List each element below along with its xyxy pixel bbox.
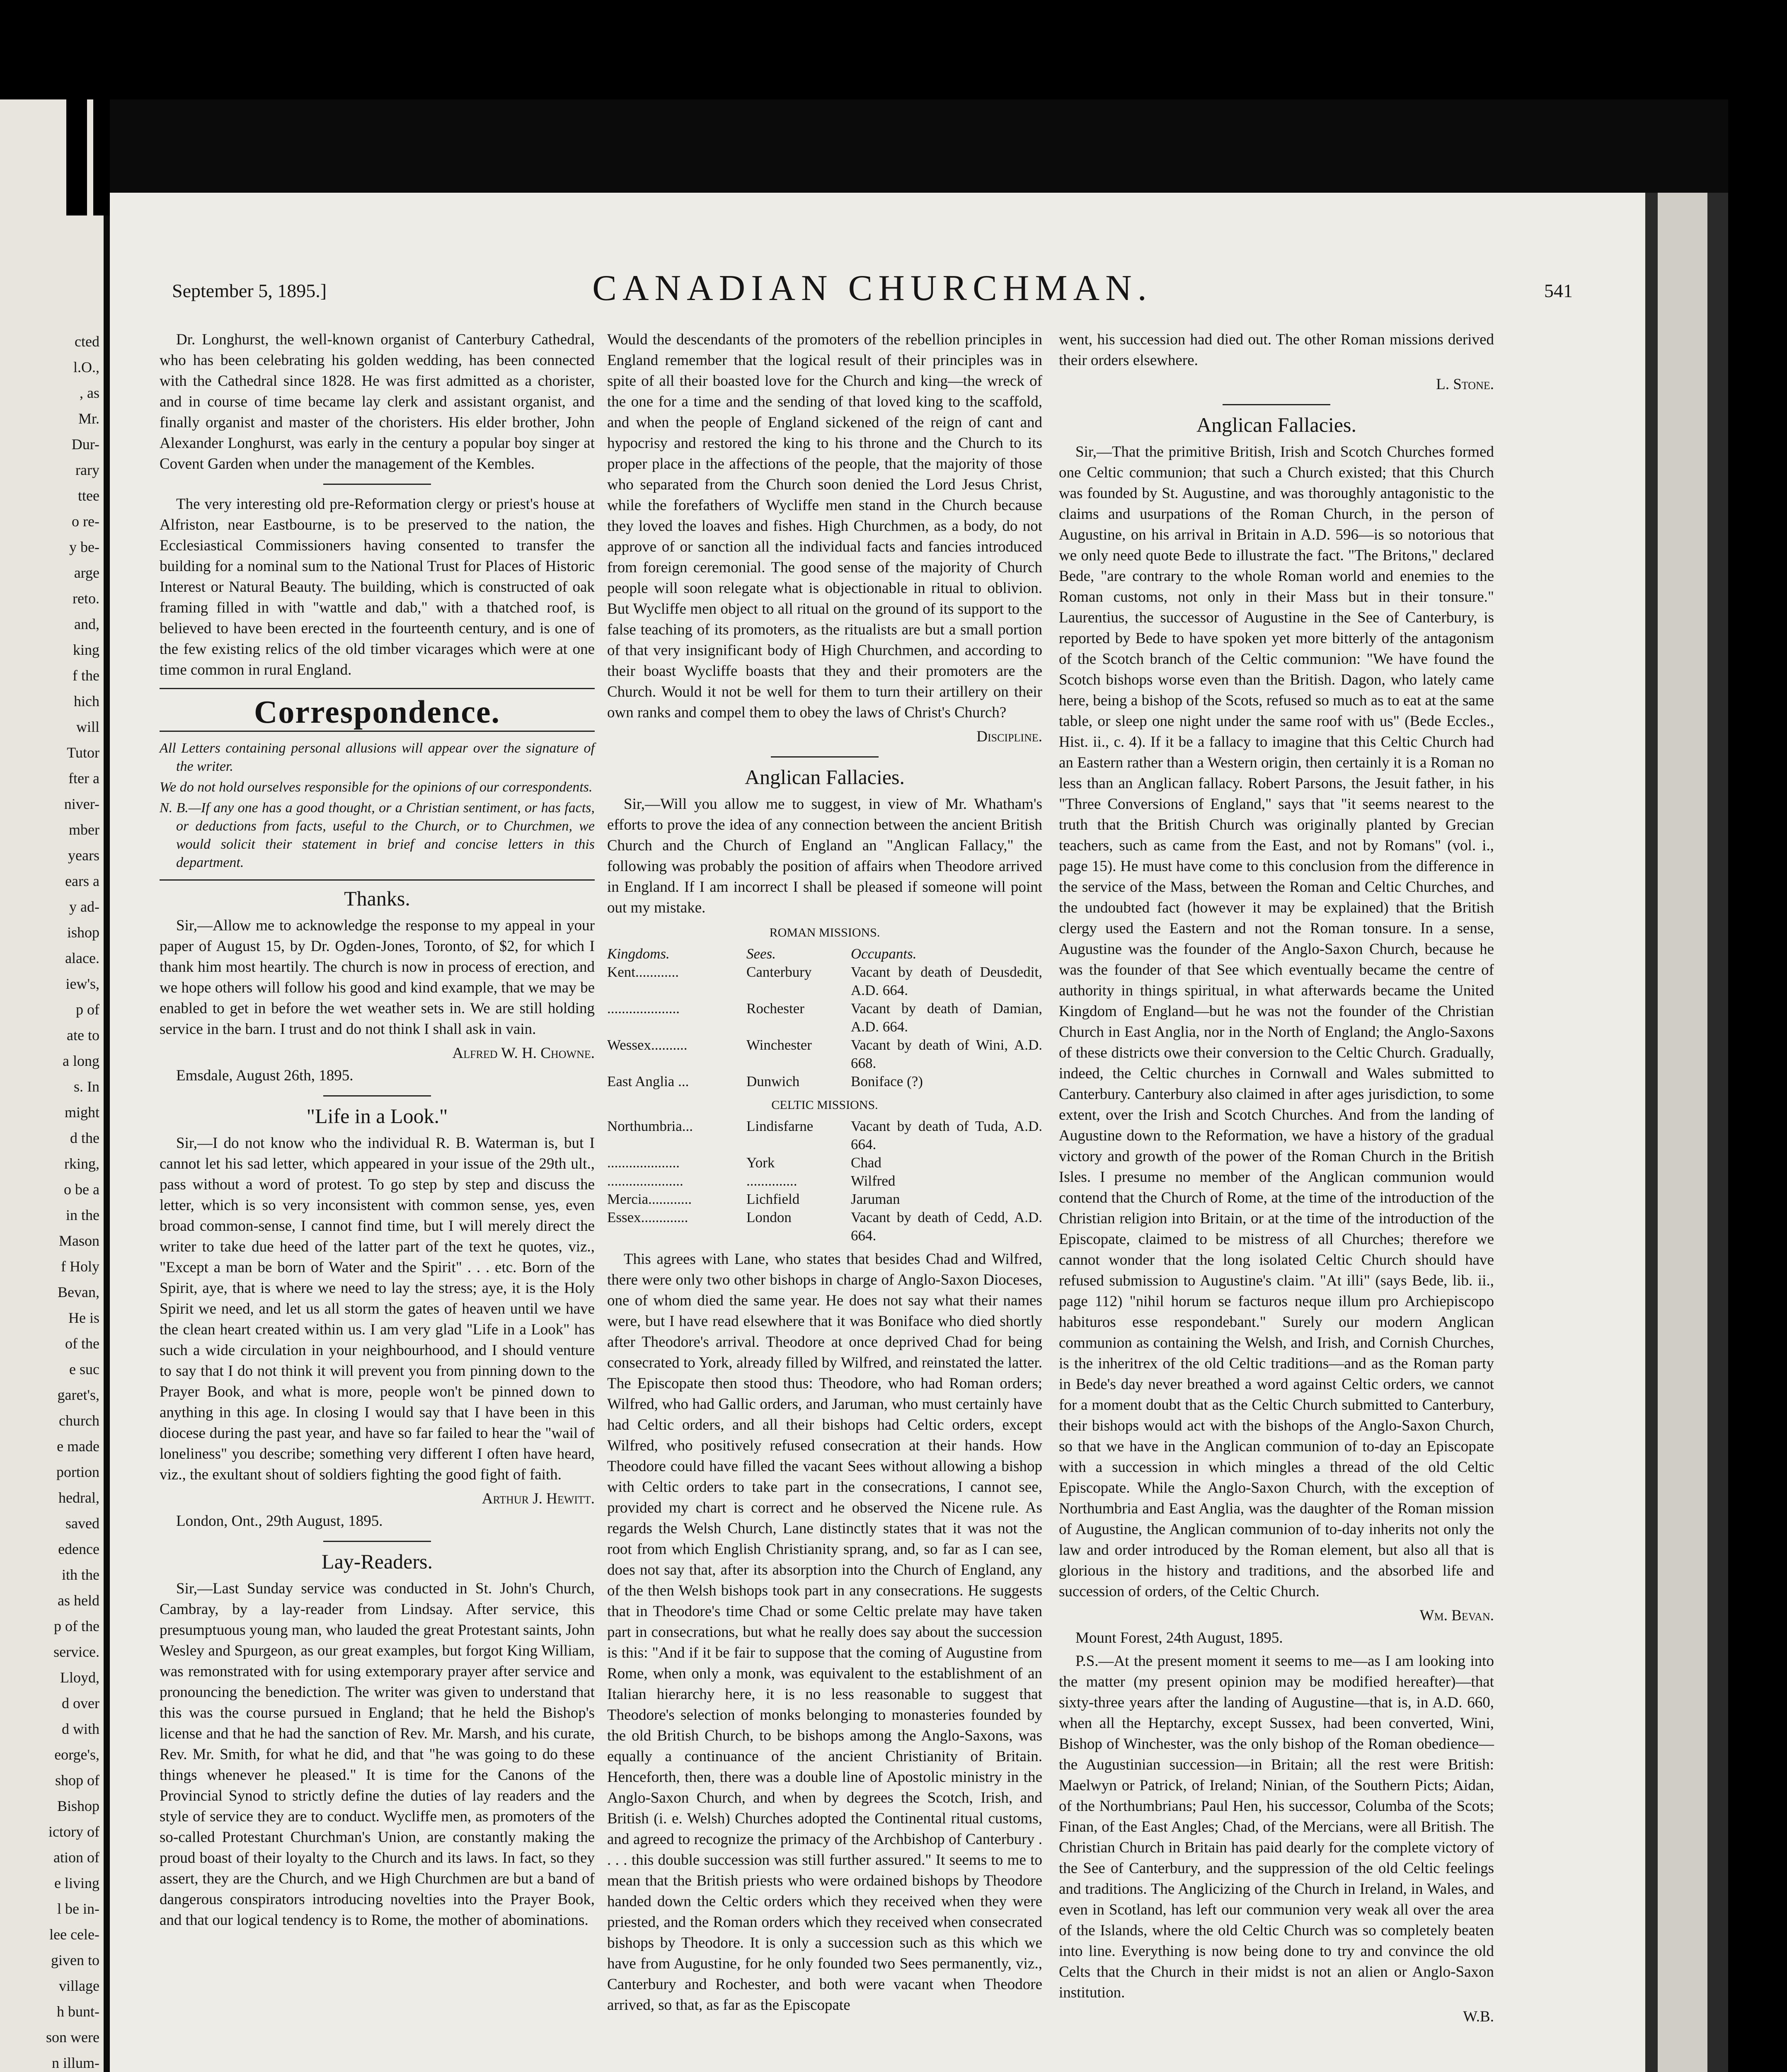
news-item-longhurst: Dr. Longhurst, the well-known organist of Canterbury Cathedral, who has been celebrating his golden wedding, has been connected with the Cathedral since 1828. He was first admitted as a chorister, and in course of time became lay clerk and assistant organist, and finally organist and master of the choristers. His elder brother, John Alexander Longhurst, was early in the century a popular boy singer at Covent Garden when under the management of the Kembles. — [160, 331, 595, 472]
left-page-fragment: saved — [65, 1515, 99, 1532]
page-number: 541 — [1544, 280, 1573, 301]
binding-mark-top — [66, 91, 87, 215]
left-page-fragment: as held — [58, 1592, 99, 1609]
roman-missions-heading: ROMAN MISSIONS. — [769, 926, 880, 939]
divider — [323, 484, 431, 485]
left-page-fragment: e suc — [69, 1361, 99, 1377]
left-page-fragment: hedral, — [58, 1489, 99, 1506]
letter-title-anglican-fallacies: Anglican Fallacies. — [1196, 413, 1356, 436]
left-page-fragment: eorge's, — [54, 1746, 99, 1763]
left-page-fragment: a long — [63, 1053, 99, 1069]
table-row — [607, 1208, 1042, 1245]
occupant-cell: Jaruman — [851, 1191, 900, 1207]
left-page-fragment: ith the — [62, 1566, 99, 1583]
left-page-fragment: o be a — [64, 1181, 99, 1198]
table-row — [607, 1154, 1042, 1172]
column-header: Occupants. — [851, 946, 917, 962]
left-page-fragment: d over — [62, 1695, 99, 1711]
see-cell: Lindisfarne — [746, 1118, 814, 1134]
left-page-fragment: p of — [76, 1001, 99, 1018]
left-page-fragment: rking, — [64, 1155, 99, 1172]
left-page-fragment: l be in- — [57, 1900, 99, 1917]
left-page-fragment: Bishop — [57, 1798, 99, 1814]
left-page-fragment: garet's, — [57, 1387, 99, 1403]
occupant-cell: Boniface (?) — [851, 1073, 923, 1089]
occupant-cell: Wilfred — [851, 1173, 896, 1189]
letter-title-thanks: Thanks. — [344, 887, 410, 910]
see-cell: Lichfield — [746, 1191, 800, 1207]
kingdom-cell: Kent............ — [607, 964, 679, 980]
correspondence-heading: Correspondence. — [254, 694, 500, 730]
left-page-fragment: and, — [74, 616, 99, 632]
column-2 — [607, 329, 1042, 2019]
letter-continuation: Would the descendants of the promoters of the rebellion principles in England remember that the logical result of their principles was in spite of all their boasted love for the Church and king—the wreck of the one for a time and the sending of that loved king to the scaffold, and when the people of England sickened of the reign of cant and hypocrisy and restored the king to his throne and the Church to its proper place in the affections of the people, that the majority of those who separated from the Church soon denied the Lord Jesus Christ, while the forefathers of Wycliffe men stand in the Church because they loved the loaves and fishes. High Churchmen, as a body, do not approve of or sanction all the individual facts and fancies introduced from foreign ceremonial. The good sense of the majority of Church people will soon relegate what is objectionable in ritual to oblivion. But Wycliffe men object to all ritual on the ground of its support to the false teaching of its promoters, as the ritualists are but a small portion of that very insignificant body of High Churchmen, and according to their boast Wycliffe boasts that they and their promoters are the Church. Would it not be well for them to turn their artillery on their own ranks and compel them to obey the laws of Christ's Church? — [607, 331, 1042, 721]
letter-signature: Arthur J. Hewitt. — [482, 1490, 595, 1507]
letter-body-bevan: Sir,—That the primitive British, Irish and Scotch Churches formed one Celtic communion; that such a Church existed; that this Church was founded by St. Augustine, and was thoroughly antagonistic to the claims and usurpations of the Roman Church, in the person of Augustine, on his arrival in Britain in A.D. 596—is so notorious that we only need quote Bede to illustrate the fact. "The Britons," declared Bede, "are contrary to the whole Roman world and enemies to the Roman customs, not only in their Mass but in their tonsure." Laurentius, the successor of Augustine in the See of Canterbury, is reported by Bede to have spoken yet more bitterly of the antagonism of the Scotch branch of the Celtic communion: "We have found the Scotch bishops worse even than the British. Dagon, who lately came here, being a bishop of the Scots, refused so much as to eat at the same table, or sleep one night under the same roof with us" (Bede Eccles., Hist. ii., c. 4). If it be a fallacy to imagine that this Celtic Church had an Eastern rather than a Western origin, then certainly it is a Roman no less than an Anglican fallacy. Robert Parsons, the Jesuit father, in his "Three Conversions of England," says that "it seems nearest to the truth that the British Church was originally planted by Grecian teachers, such as came from the East, and not by Romans" (vol. i., page 15). He must have come to this conclusion from the difference in the service of the Mass, between the Roman and Celtic Churches, and the undoubted fact (however it may be explained) that the British clergy used the Eastern and not the Roman tonsure. In a sense, Augustine was the founder of the Anglo-Saxon Church, because he was the founder of that See which eventually became the centre of authority in things spiritual, in what afterwards became the United Kingdom of England—but he was not the founder of the Christian Church in East Anglia, nor in the North of England; the Anglo-Saxons of these districts owe their conversion to the Celtic Church. Gradually, indeed, the Celtic churches in Cornwall and Wales submitted to Canterbury. Canterbury also claimed in after ages jurisdiction, to some extent, over the Irish and Scotch Churches. And from the landing of Augustine down to the Reformation, we have a history of the gradual victory and growth of the power of the Roman Church in the British Isles. I presume no member of the Anglican communion would contend that the Church of Rome, at the time of the introduction of the Christian religion into Britain, or at the time of the introduction of the Episcopate, claimed to be mistress of all Churches; therefore we cannot wonder that the long isolated Celtic Church should have refused submission to Augustine's claim. "At illi" (says Bede, lib. ii., page 112) "nihil horum se facturos neque illum pro Archiepiscopo habituros esse respondebant." Surely our modern Anglican communion as containing the Welsh, and Irish, and Cornish Churches, is the inheritrex of the old Celtic traditions—and as the Roman party in Bede's day never breathed a word against Celtic orders, we cannot for a moment doubt that as the Celtic Church submitted to Canterbury, their bishops would act with the bishops of the Anglo-Saxon Church, so that we have in the Anglican communion of to-day an Episcopate with a succession in which mingles a thread of the old Celtic Episcopate. While the Anglo-Saxon Church, with the exception of Northumbria and East Anglia, was the daughter of the Roman mission of Augustine, the Anglican communion of to-day inherits not only the law and order introduced by the Roman element, but also all that is glorious in the history and traditions, and the absorbed life and succession of orders, of the Celtic Church. — [1059, 443, 1494, 1600]
left-page-fragment: e made — [57, 1438, 99, 1455]
roman-missions-rows — [607, 963, 1042, 1091]
see-cell: Canterbury — [746, 964, 812, 980]
left-page-fragment: ictory of — [48, 1823, 99, 1840]
kingdom-cell: .................... — [607, 1000, 680, 1017]
see-cell: Rochester — [746, 1000, 804, 1017]
scan-border-right — [1728, 0, 1787, 2072]
letter-signature: Wm. Bevan. — [1419, 1607, 1494, 1624]
left-page-fragment: portion — [56, 1464, 99, 1480]
left-page-fragment: service. — [53, 1644, 99, 1660]
left-page-fragment: ttee — [78, 487, 99, 504]
right-page-edge — [1645, 193, 1728, 2072]
letter-signature: L. Stone. — [1436, 376, 1494, 393]
divider — [323, 1095, 431, 1097]
column-header: Sees. — [746, 946, 776, 962]
table-row — [607, 1117, 1042, 1154]
left-page-fragment: y be- — [69, 539, 99, 555]
letter-body-thanks: Sir,—Allow me to acknowledge the response to my appeal in your paper of August 15, by Dr. Ogden-Jones, Toronto, of $2, for which I thank him most heartily. The church is now in process of erection, and we hope others will follow his good and kind example, that we may be enabled to get in before the wet weather sets in. We are still holding service in the barn. I trust and do not think I shall ask in vain. — [160, 917, 595, 1038]
scan-border-top — [0, 0, 1787, 99]
left-page-fragment: p of the — [54, 1618, 99, 1634]
divider — [323, 1541, 431, 1542]
left-page-fragment: rary — [75, 462, 99, 478]
left-page-fragment: e living — [54, 1875, 99, 1891]
occupant-cell: Vacant by death of Tuda, A.D. 664. — [851, 1118, 1042, 1152]
letter-body-life-in-a-look: Sir,—I do not know who the individual R. B. Waterman is, but I cannot let his sad letter, which appeared in your issue of the 29th ult., pass without a word of protest. To go step by step and discuss the letter, which is so very inconsistent with common sense, yes, even broad common-sense, I cannot find time, but I will merely direct the writer to take due heed of the latter part of the text he quotes, viz., "Except a man be born of Water and the Spirit" . . . etc. Born of the Spirit, aye, that is where we need to lay the stress; aye, it is the Holy Spirit we need, and let us all storm the gates of heaven until we have the clean heart created within us. I am very glad "Life in a Look" has such a wide circulation in your neighbourhood, and I should venture to say that I do not think it will prevent you from pinning down to the Prayer Book, and what is more, people won't be pinned down to anything in this age. In closing I would say that I have been in this diocese during the past year, and have so far failed to hear the "wail of loneliness" you describe; something very different I often have heard, viz., the exultant shout of soldiers fighting the good fight of faith. — [160, 1135, 595, 1483]
divider — [160, 731, 595, 732]
left-page-fragment: mber — [69, 821, 99, 838]
kingdom-cell: Northumbria... — [607, 1118, 693, 1134]
left-page-fragment: reto. — [73, 590, 99, 607]
left-page-fragment: of the — [65, 1335, 99, 1352]
table-row — [607, 1000, 1042, 1036]
occupant-cell: Vacant by death of Cedd, A.D. 664. — [851, 1209, 1042, 1244]
left-page-fragment: alace. — [65, 950, 99, 966]
left-page-fragment: Bevan, — [58, 1284, 99, 1300]
page-header — [172, 267, 1573, 313]
kingdom-cell: Essex............. — [607, 1209, 688, 1225]
left-page-fragment: lee cele- — [49, 1926, 99, 1943]
celtic-missions-heading: CELTIC MISSIONS. — [771, 1098, 878, 1112]
kingdom-cell: ..................... — [607, 1173, 683, 1189]
left-page-fragment: fter a — [68, 770, 99, 787]
letter-body-anglican-fallacies: This agrees with Lane, who states that besides Chad and Wilfred, there were only two other bishops in charge of Anglo-Saxon Dioceses, one of whom died the same year. He does not say what their names were, but I have read elsewhere that it was Boniface who died shortly after Theodore's arrival. Theodore at once deprived Chad for being consecrated to York, already filled by Wilfred, and reinstated the latter. The Episcopate then stood thus: Theodore, who had Roman orders; Wilfred, who had Gallic orders, and Jaruman, who must certainly have had Celtic orders, and all their bishops had Celtic orders, except Wilfred, who positively refused consecration at their hands. How Theodore could have filled the vacant Sees without allowing a bishop with Celtic orders to take part in the consecrations, I cannot see, provided my chart is correct and he observed the Nicene rule. As regards the Welsh Church, Lane distinctly states that it was not the root from which English Christianity sprang, and, so far as I can see, does not say that, after its absorption into the Church of England, any of the then Welsh bishops took part in any consecrations. He suggests that in Theodore's time Chad or some Celtic prelate may have taken part in consecrations, but what he really does say about the succession is this: "And if it be fair to suppose that the coming of Augustine from Rome, when only a monk, was equivalent to the establishment of an Italian hierarchy here, it is no less reasonable to suggest that Theodore's selection of monks belonging to monasteries founded by the old British Church, to be bishops among the Anglo-Saxons, was equally a continuance of the ancient Christianity of Britain. Henceforth, then, there was a double line of Apostolic ministry in the Anglo-Saxon Church, and when by degrees the Scotch, Irish, and British (i. e. Welsh) Churches adopted the Continental ritual customs, and agreed to recognize the primacy of the Archbishop of Canterbury . . . . this double succession was still further assured." It seems to me to mean that the British priests who were ordained bishops by Theodore handed down the Celtic orders which they received when they were priested, and the Roman orders which they received when consecrated bishops by Theodore. It is only a succession such as this which we have from Augustine, for he only founded two Sees permanently, viz., Canterbury and Rochester, and both were vacant when Theodore arrived, so that, as far as the Episcopate — [607, 1251, 1042, 2014]
left-page-fragment: in the — [66, 1207, 99, 1223]
left-page-fragment: n illum- — [52, 2055, 99, 2071]
correspondence-notice: All Letters containing personal allusions will appear over the signature of the writer. — [160, 741, 595, 774]
left-page-fragment: ation of — [53, 1849, 99, 1866]
left-page-fragment: ears a — [65, 873, 99, 889]
left-page-fragment: Mason — [59, 1232, 99, 1249]
left-page-fragment: iew's, — [65, 975, 99, 992]
kingdom-cell: Wessex.......... — [607, 1037, 688, 1053]
letter-place-date: Mount Forest, 24th August, 1895. — [1075, 1629, 1283, 1646]
letter-signature: Discipline. — [976, 728, 1042, 745]
left-page-fragment: edence — [58, 1541, 99, 1557]
table-row — [607, 1172, 1042, 1190]
letter-continuation: went, his succession had died out. The other Roman missions derived their orders elsewhere. — [1059, 331, 1494, 369]
column-3 — [1059, 329, 1494, 2029]
postscript-signature: W.B. — [1463, 2008, 1494, 2025]
left-page-fragment: s. In — [74, 1078, 99, 1095]
letter-title-anglican-fallacies: Anglican Fallacies. — [745, 765, 905, 789]
see-cell: .............. — [746, 1173, 797, 1189]
left-page-fragment: d the — [70, 1130, 99, 1146]
left-page-fragment: Dur- — [71, 436, 99, 453]
celtic-table — [607, 1117, 1042, 1245]
divider — [771, 756, 879, 758]
occupant-cell: Vacant by death of Wini, A.D. 668. — [851, 1037, 1042, 1071]
left-page-fragment: l.O., — [73, 359, 99, 375]
table-row — [607, 1190, 1042, 1208]
kingdom-cell: East Anglia ... — [607, 1073, 689, 1089]
left-page-fragment: d with — [61, 1721, 99, 1737]
left-page-fragment: cted — [75, 333, 99, 350]
see-cell: Dunwich — [746, 1073, 800, 1089]
left-page-fragment: will — [76, 719, 99, 735]
left-page-fragment: Lloyd, — [60, 1669, 99, 1686]
header-date: September 5, 1895.] — [172, 280, 327, 301]
table-row — [607, 1036, 1042, 1072]
table-row — [607, 963, 1042, 1000]
left-page-fragment: ate to — [67, 1027, 99, 1043]
column-header: Kingdoms. — [607, 946, 670, 962]
see-cell: York — [746, 1155, 775, 1171]
correspondence-notice: We do not hold ourselves responsible for the opinions of our correspondents. — [160, 779, 593, 795]
left-page-fragment: , as — [80, 385, 99, 401]
column-1 — [160, 329, 595, 1934]
letter-signature: Alfred W. H. Chowne. — [452, 1045, 595, 1062]
left-page-fragment: f the — [73, 667, 99, 684]
left-page-fragment: Tutor — [67, 744, 99, 761]
news-item-alfriston: The very interesting old pre-Reformation clergy or priest's house at Alfriston, near Eastbourne, is to be preserved to the nation, the Ecclesiastical Commissioners having consented to transfer the building for a nominal sum to the National Trust for Places of Historic Interest or Natural Beauty. The building, which is constructed of oak framing filled in with "wattle and dab," with a thatched roof, is believed to have been erected in the fourteenth century, and is one of the few existing relics of the old timber vicarages which were at one time common in rural England. — [160, 496, 595, 678]
left-page-fragment: hich — [74, 693, 99, 709]
letter-body-lay-readers: Sir,—Last Sunday service was conducted in St. John's Church, Cambray, by a lay-reader from Lindsay. After service, this presumptuous young man, who lauded the great Protestant saints, John Wesley and Spurgeon, as our great examples, but forgot King William, was remonstrated with for using extemporary prayer after service and pronouncing the benediction. The writer was given to understand that this was the course pursued in England; that he held the Bishop's license and that he had the sanction of Rev. Mr. Marsh, and his curate, Rev. Mr. Smith, for what he did, and that "he was going to do these things whenever he pleased." It is time for the Canons of the Provincial Synod to strictly define the duties of lay readers and the style of service they are to conduct. Wycliffe men, as promoters of the so-called Protestant Churchman's Union, are constantly making the proud boast of their loyalty to the Church and its laws. In fact, so they assert, they are the Church, and we High Churchmen are but a band of dangerous conspirators introducing novelties into the Prayer Book, and that our logical tendency is to Rome, the mother of abominations. — [160, 1580, 595, 1929]
kingdom-cell: Mercia............ — [607, 1191, 692, 1207]
see-cell: Winchester — [746, 1037, 812, 1053]
masthead-title: CANADIAN CHURCHMAN. — [592, 268, 1153, 308]
left-page-fragment: ishop — [67, 924, 99, 941]
table-header-row — [607, 945, 1042, 963]
letter-place-date: Emsdale, August 26th, 1895. — [176, 1067, 354, 1084]
postscript: P.S.—At the present moment it seems to me—as I am looking into the matter (my present opinion may be modified hereafter)—that sixty-three years after the landing of Augustine—that is, in A.D. 660, when all the Heptarchy, except Sussex, had been converted, Wini, Bishop of Winchester, was the only bishop of the Roman obedience—the Augustinian succession—in Britain; all the rest were British: Maelwyn or Patrick, of Ireland; Ninian, of the Southern Picts; Aidan, of the Northumbrians; Paul Hen, his successor, Columba of the Scots; Finan, of the East Angles; Chad, of the Mercians, were all British. The Christian Church in Britain has paid dearly for the complete victory of the See of Canterbury, and the suppression of the old Celtic feelings and traditions. The Anglicizing of the Church in Ireland, in Wales, and even in Scotland, has left our communion very weak all over the area of the Islands, where the old Celtic Church was so completely beaten into line. Everything is now being done to try and convince the old Celts that the Church in their midst is not an alien or Anglo-Saxon institution. — [1059, 1653, 1494, 2001]
letter-title-lay-readers: Lay-Readers. — [322, 1550, 433, 1573]
missions-table — [607, 945, 1042, 1091]
celtic-missions-rows — [607, 1117, 1042, 1245]
letter-intro: Sir,—Will you allow me to suggest, in view of Mr. Whatham's efforts to prove the idea of any connection between the ancient British Church and the Church of England an "Anglican Fallacy," the following was probably the position of affairs when Theodore arrived in England. If I am incorrect I shall be pleased if someone will point out my mistake. — [607, 796, 1042, 916]
table-row — [607, 1072, 1042, 1091]
left-page-fragment: arge — [74, 564, 99, 581]
divider — [160, 879, 595, 881]
left-page-fragment: village — [59, 1978, 99, 1994]
left-page-fragment: king — [73, 641, 99, 658]
binding-mark-top-2 — [93, 91, 110, 215]
newspaper-page — [110, 193, 1645, 2072]
occupant-cell: Vacant by death of Damian, A.D. 664. — [851, 1000, 1042, 1035]
divider — [1223, 404, 1330, 405]
left-page-fragment: son were — [46, 2029, 99, 2045]
letter-place-date: London, Ont., 29th August, 1895. — [176, 1513, 383, 1530]
left-page-fragment: given to — [51, 1952, 99, 1968]
see-cell: London — [746, 1209, 792, 1225]
left-page-fragment: church — [59, 1412, 99, 1429]
left-page-fragment: might — [64, 1104, 99, 1121]
letter-title-life-in-a-look: "Life in a Look." — [306, 1104, 448, 1128]
divider — [160, 688, 595, 689]
left-page-fragment: shop of — [55, 1772, 99, 1789]
correspondence-notice: N. B.—If any one has a good thought, or a Christian sentiment, or has facts, or deductions from facts, useful to the Church, or to Churchmen, we would solicit their statement in brief and concise letters in this department. — [160, 800, 595, 870]
occupant-cell: Vacant by death of Deusdedit, A.D. 664. — [851, 964, 1042, 998]
left-page-fragment: He is — [68, 1310, 99, 1326]
left-page-fragment: Mr. — [78, 410, 99, 427]
kingdom-cell: .................... — [607, 1155, 680, 1171]
left-page-fragment: h bunt- — [57, 2003, 99, 2020]
left-page-fragment: o re- — [72, 513, 99, 530]
left-page-fragment: y ad- — [69, 898, 99, 915]
occupant-cell: Chad — [851, 1155, 881, 1171]
left-page-fragment: f Holy — [61, 1258, 99, 1275]
left-page-fragment: niver- — [64, 796, 99, 812]
left-page-fragment: years — [68, 847, 99, 864]
